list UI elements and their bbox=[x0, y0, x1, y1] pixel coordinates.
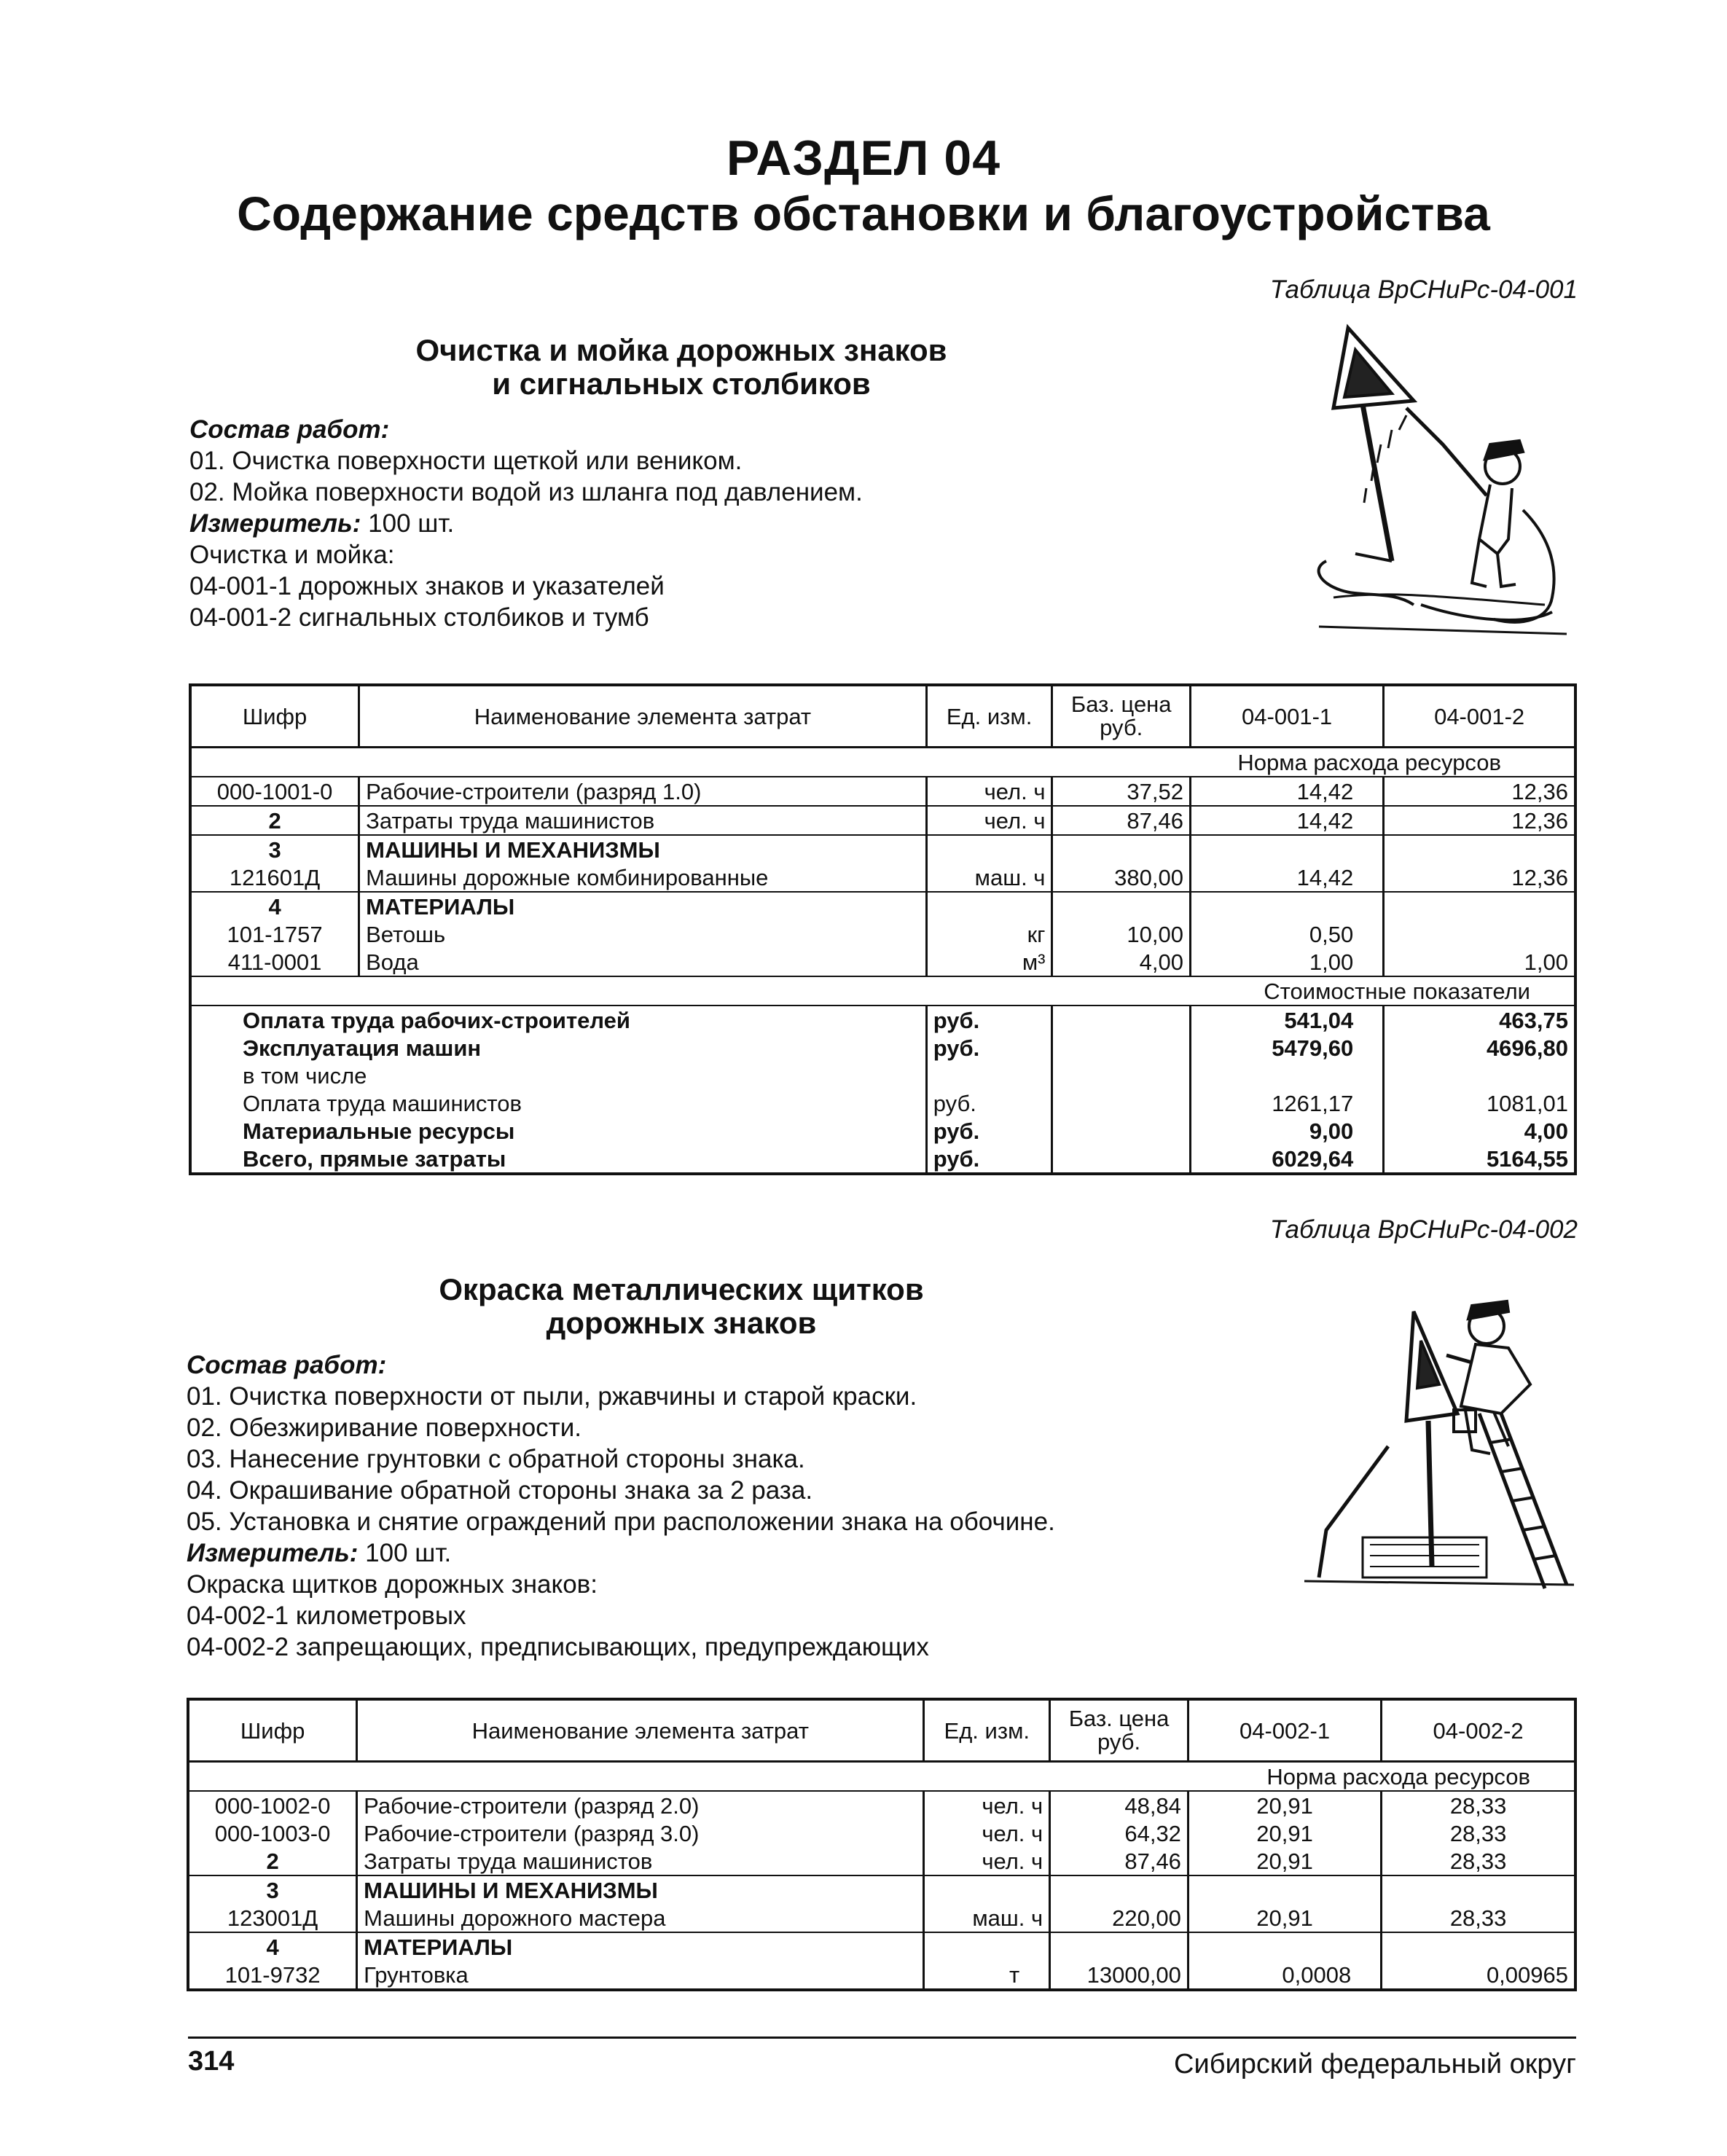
cost-label-row bbox=[190, 976, 1575, 1006]
cell-value: 28,33 bbox=[1382, 1904, 1575, 1932]
cell-unit: чел. ч bbox=[926, 806, 1052, 835]
cost-unit: руб. bbox=[926, 1145, 1052, 1174]
cost-table-2 bbox=[187, 1698, 1577, 1991]
cell-value: 12,36 bbox=[1384, 863, 1575, 892]
cost-name: в том числе bbox=[190, 1062, 926, 1089]
cell-price: 48,84 bbox=[1050, 1791, 1188, 1819]
cell-value: 20,91 bbox=[1188, 1847, 1381, 1875]
cell-unit: чел. ч bbox=[924, 1819, 1050, 1847]
table-row bbox=[188, 1875, 1575, 1904]
cell-price: 87,46 bbox=[1050, 1847, 1188, 1875]
cell-name: МАТЕРИАЛЫ bbox=[357, 1932, 924, 1961]
cell-unit: маш. ч bbox=[926, 863, 1052, 892]
cell-value: 20,91 bbox=[1188, 1904, 1381, 1932]
cell-value: 12,36 bbox=[1384, 806, 1575, 835]
table2-title-line1: Окраска металлических щитков bbox=[439, 1272, 924, 1306]
cell-name: Машины дорожного мастера bbox=[357, 1904, 924, 1932]
measure-line bbox=[189, 508, 863, 539]
cell-name: Грунтовка bbox=[357, 1961, 924, 1990]
cost-row bbox=[190, 1117, 1575, 1145]
sign-washing-illustration bbox=[1304, 321, 1581, 648]
cell-code: 3 bbox=[188, 1875, 357, 1904]
work-item: 02. Мойка поверхности водой из шланга под давлением. bbox=[189, 478, 863, 506]
table-row bbox=[190, 863, 1575, 892]
scope-item: 04-001-1 дорожных знаков и указателей bbox=[189, 572, 665, 600]
table-header-row bbox=[188, 1699, 1575, 1762]
cell-value: 1,00 bbox=[1190, 948, 1383, 976]
cell-code: 101-9732 bbox=[188, 1961, 357, 1990]
table-row bbox=[190, 835, 1575, 863]
cost-unit: руб. bbox=[926, 1089, 1052, 1117]
cost-value: 5164,55 bbox=[1384, 1145, 1575, 1174]
cell-code: 121601Д bbox=[190, 863, 359, 892]
cost-value: 6029,64 bbox=[1190, 1145, 1383, 1174]
work-item: 04. Окрашивание обратной стороны знака за 2 раза. bbox=[187, 1476, 813, 1505]
cell-value: 0,0008 bbox=[1188, 1961, 1381, 1990]
cost-table-1 bbox=[189, 683, 1577, 1175]
cell-value: 12,36 bbox=[1384, 777, 1575, 806]
cell-name: Рабочие-строители (разряд 2.0) bbox=[357, 1791, 924, 1819]
work-item: 01. Очистка поверхности от пыли, ржавчины и старой краски. bbox=[187, 1382, 917, 1411]
measure-value: 100 шт. bbox=[361, 509, 455, 538]
norm-label-row bbox=[190, 748, 1575, 777]
cost-value: 4,00 bbox=[1384, 1117, 1575, 1145]
cell-price: 87,46 bbox=[1052, 806, 1190, 835]
sign-painting-illustration bbox=[1290, 1297, 1581, 1603]
cell-value: 28,33 bbox=[1382, 1819, 1575, 1847]
cell-price: 64,32 bbox=[1050, 1819, 1188, 1847]
measure-label: Измеритель: bbox=[189, 509, 361, 538]
cell-value bbox=[1384, 920, 1575, 948]
cell-code: 123001Д bbox=[188, 1904, 357, 1932]
table-ref-1: Таблица ВрСНиРс-04-001 bbox=[1269, 275, 1578, 304]
table-row bbox=[190, 892, 1575, 920]
cost-value: 463,75 bbox=[1384, 1006, 1575, 1034]
section-title: РАЗДЕЛ 04 bbox=[726, 130, 1001, 186]
work-item: 05. Установка и снятие ограждений при расположении знака на обочине. bbox=[187, 1508, 1055, 1536]
norm-label: Норма расхода ресурсов bbox=[188, 1762, 1575, 1792]
footer-divider bbox=[188, 2037, 1576, 2039]
table1-title-line2: и сигнальных столбиков bbox=[492, 366, 871, 401]
cell-name: Затраты труда машинистов bbox=[359, 806, 927, 835]
cell-name: МАТЕРИАЛЫ bbox=[359, 892, 927, 920]
cell-code: 2 bbox=[188, 1847, 357, 1875]
cell-value: 1,00 bbox=[1384, 948, 1575, 976]
table1-title bbox=[313, 334, 1049, 401]
col-header: Шифр bbox=[188, 1699, 357, 1762]
cell-price: 37,52 bbox=[1052, 777, 1190, 806]
cell-unit: маш. ч bbox=[924, 1904, 1050, 1932]
col-header: Шифр bbox=[190, 685, 359, 748]
cell-name: Затраты труда машинистов bbox=[357, 1847, 924, 1875]
cell-name: Вода bbox=[359, 948, 927, 976]
col-header: 04-001-1 bbox=[1190, 685, 1383, 748]
sostav-label: Состав работ: bbox=[187, 1351, 387, 1379]
table1-description bbox=[189, 414, 863, 633]
cell-value: 14,42 bbox=[1190, 777, 1383, 806]
table2-description bbox=[187, 1349, 1055, 1663]
table-ref-2: Таблица ВрСНиРс-04-002 bbox=[1269, 1215, 1578, 1244]
table-row bbox=[190, 948, 1575, 976]
cost-unit: руб. bbox=[926, 1034, 1052, 1062]
measure-value: 100 шт. bbox=[358, 1539, 452, 1567]
cell-name: Ветошь bbox=[359, 920, 927, 948]
col-header: Наименование элемента затрат bbox=[357, 1699, 924, 1762]
cost-unit: руб. bbox=[926, 1117, 1052, 1145]
scope-title: Окраска щитков дорожных знаков: bbox=[187, 1570, 598, 1599]
cost-name: Эксплуатация машин bbox=[190, 1034, 926, 1062]
scope-title: Очистка и мойка: bbox=[189, 541, 395, 569]
cost-label: Стоимостные показатели bbox=[190, 976, 1575, 1006]
cell-code: 000-1003-0 bbox=[188, 1819, 357, 1847]
cell-unit: м³ bbox=[926, 948, 1052, 976]
col-header: Наименование элемента затрат bbox=[359, 685, 927, 748]
cost-value: 1261,17 bbox=[1190, 1089, 1383, 1117]
cell-code: 2 bbox=[190, 806, 359, 835]
col-header: Баз. цена руб. bbox=[1052, 685, 1190, 748]
cell-unit: кг bbox=[926, 920, 1052, 948]
col-header: 04-002-2 bbox=[1382, 1699, 1575, 1762]
cell-name: Машины дорожные комбинированные bbox=[359, 863, 927, 892]
cost-value: 9,00 bbox=[1190, 1117, 1383, 1145]
table2-title bbox=[313, 1273, 1049, 1340]
cost-name: Всего, прямые затраты bbox=[190, 1145, 926, 1174]
measure-line bbox=[187, 1537, 1055, 1569]
cell-name: МАШИНЫ И МЕХАНИЗМЫ bbox=[359, 835, 927, 863]
work-item: 01. Очистка поверхности щеткой или веником. bbox=[189, 447, 743, 475]
cell-value: 14,42 bbox=[1190, 806, 1383, 835]
table-header-row bbox=[190, 685, 1575, 748]
cell-price: 4,00 bbox=[1052, 948, 1190, 976]
cell-code: 3 bbox=[190, 835, 359, 863]
col-header: Ед. изм. bbox=[924, 1699, 1050, 1762]
scope-item: 04-002-2 запрещающих, предписывающих, предупреждающих bbox=[187, 1633, 929, 1661]
table-row bbox=[190, 806, 1575, 835]
cost-name: Материальные ресурсы bbox=[190, 1117, 926, 1145]
cell-name: Рабочие-строители (разряд 1.0) bbox=[359, 777, 927, 806]
cost-value: 541,04 bbox=[1190, 1006, 1383, 1034]
col-header: Ед. изм. bbox=[926, 685, 1052, 748]
page-number: 314 bbox=[188, 2046, 235, 2077]
work-item: 02. Обезжиривание поверхности. bbox=[187, 1414, 581, 1442]
table-row bbox=[188, 1819, 1575, 1847]
section-subtitle: Содержание средств обстановки и благоустройства bbox=[237, 187, 1490, 240]
cell-code: 411-0001 bbox=[190, 948, 359, 976]
cell-name: Рабочие-строители (разряд 3.0) bbox=[357, 1819, 924, 1847]
cell-value: 0,50 bbox=[1190, 920, 1383, 948]
table-row bbox=[190, 920, 1575, 948]
cell-code: 000-1001-0 bbox=[190, 777, 359, 806]
cost-name: Оплата труда рабочих-строителей bbox=[190, 1006, 926, 1034]
col-header: Баз. цена руб. bbox=[1050, 1699, 1188, 1762]
cell-value: 14,42 bbox=[1190, 863, 1383, 892]
cell-unit: чел. ч bbox=[924, 1847, 1050, 1875]
cell-value: 20,91 bbox=[1188, 1819, 1381, 1847]
cell-unit: чел. ч bbox=[926, 777, 1052, 806]
scope-item: 04-002-1 километровых bbox=[187, 1602, 466, 1630]
table1-title-line1: Очистка и мойка дорожных знаков bbox=[415, 333, 947, 367]
sostav-label: Состав работ: bbox=[189, 415, 390, 444]
cell-value: 28,33 bbox=[1382, 1791, 1575, 1819]
cell-code: 4 bbox=[188, 1932, 357, 1961]
cell-value: 20,91 bbox=[1188, 1791, 1381, 1819]
cost-name: Оплата труда машинистов bbox=[190, 1089, 926, 1117]
cell-unit: чел. ч bbox=[924, 1791, 1050, 1819]
cell-price: 13000,00 bbox=[1050, 1961, 1188, 1990]
cost-value: 5479,60 bbox=[1190, 1034, 1383, 1062]
cell-value: 0,00965 bbox=[1382, 1961, 1575, 1990]
cell-code: 101-1757 bbox=[190, 920, 359, 948]
col-header: 04-001-2 bbox=[1384, 685, 1575, 748]
footer-district: Сибирский федеральный округ bbox=[1174, 2049, 1576, 2079]
table2-title-line2: дорожных знаков bbox=[546, 1306, 817, 1340]
table-row bbox=[188, 1961, 1575, 1990]
table-row bbox=[188, 1904, 1575, 1932]
table-row bbox=[190, 777, 1575, 806]
cell-price: 220,00 bbox=[1050, 1904, 1188, 1932]
cell-price: 10,00 bbox=[1052, 920, 1190, 948]
cost-value: 1081,01 bbox=[1384, 1089, 1575, 1117]
cell-value: 28,33 bbox=[1382, 1847, 1575, 1875]
measure-label: Измеритель: bbox=[187, 1539, 359, 1567]
cost-row bbox=[190, 1006, 1575, 1034]
cost-row bbox=[190, 1089, 1575, 1117]
cost-value: 4696,80 bbox=[1384, 1034, 1575, 1062]
table-row bbox=[188, 1847, 1575, 1875]
cell-unit: т bbox=[924, 1961, 1050, 1990]
cost-row bbox=[190, 1145, 1575, 1174]
work-item: 03. Нанесение грунтовки с обратной стороны знака. bbox=[187, 1445, 805, 1473]
table-row bbox=[188, 1791, 1575, 1819]
scope-item: 04-001-2 сигнальных столбиков и тумб bbox=[189, 603, 649, 632]
cost-row bbox=[190, 1062, 1575, 1089]
cost-row bbox=[190, 1034, 1575, 1062]
norm-label: Норма расхода ресурсов bbox=[190, 748, 1575, 777]
norm-label-row bbox=[188, 1762, 1575, 1792]
cell-price: 380,00 bbox=[1052, 863, 1190, 892]
col-header: 04-002-1 bbox=[1188, 1699, 1381, 1762]
cost-unit: руб. bbox=[926, 1006, 1052, 1034]
table-row bbox=[188, 1932, 1575, 1961]
cell-name: МАШИНЫ И МЕХАНИЗМЫ bbox=[357, 1875, 924, 1904]
cell-code: 4 bbox=[190, 892, 359, 920]
cell-code: 000-1002-0 bbox=[188, 1791, 357, 1819]
